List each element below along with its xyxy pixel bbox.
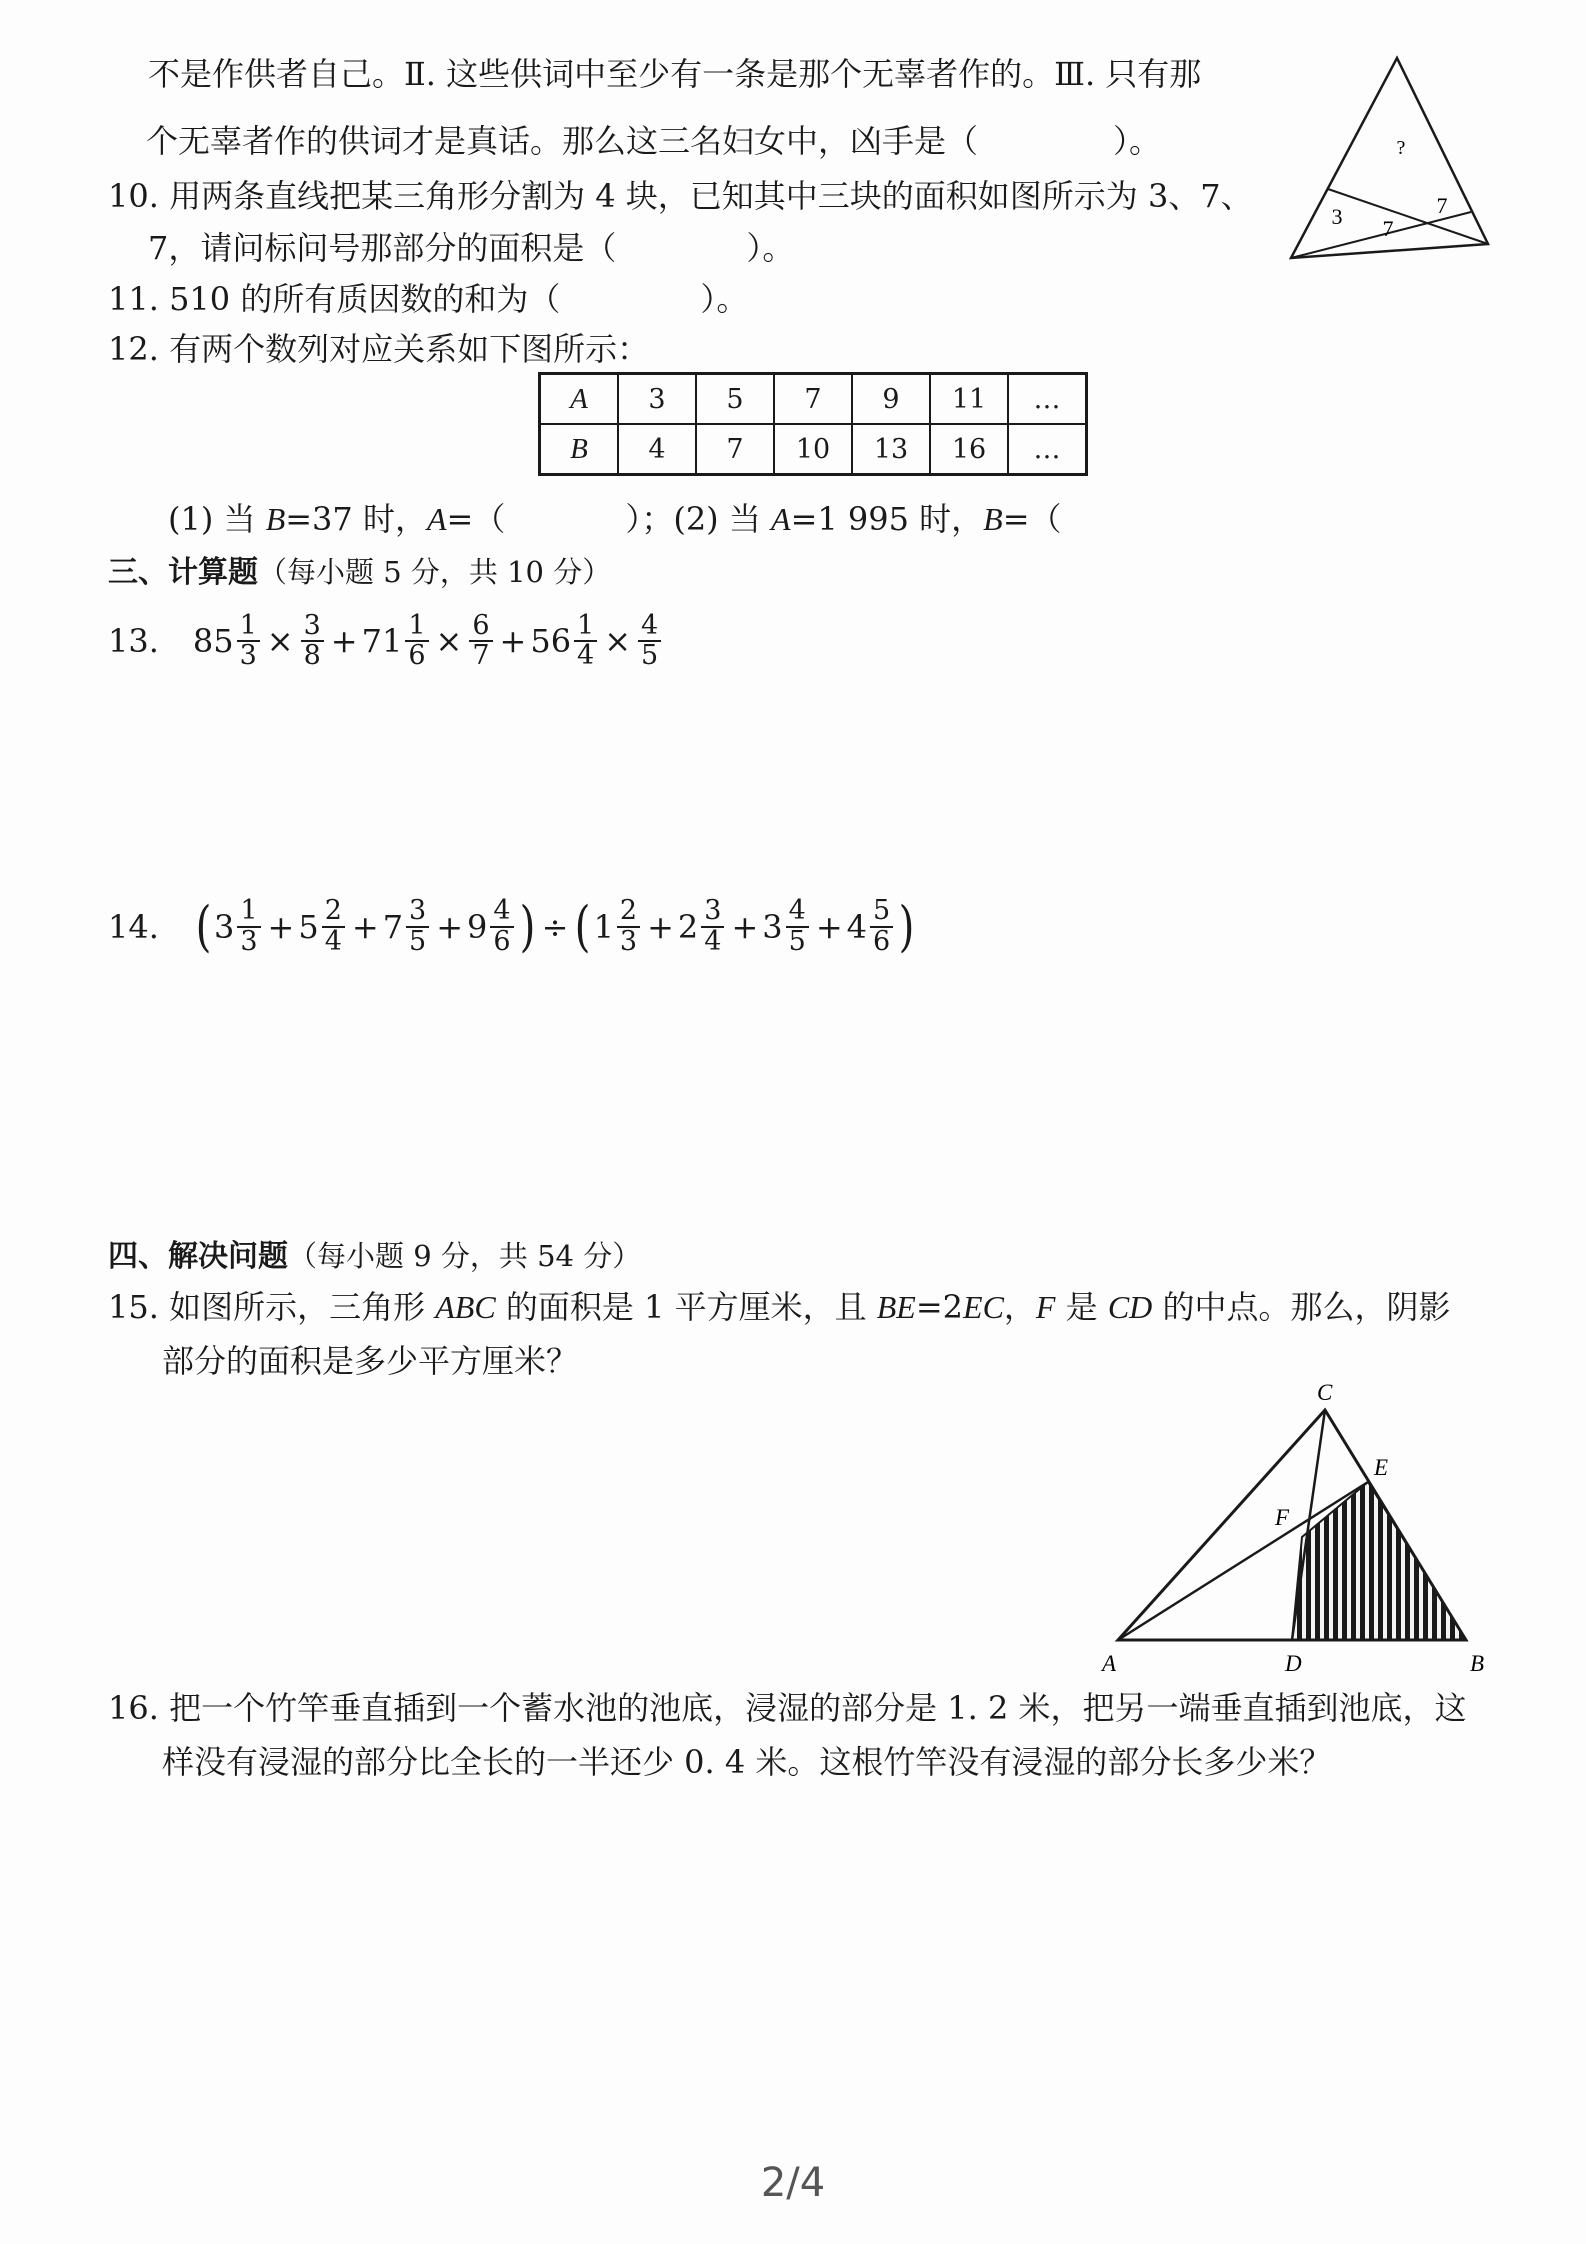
q16-text-line1: 16. 把一个竹竿垂直插到一个蓄水池的池底，浸湿的部分是 1. 2 米，把另一端垂直插到池底，这 <box>108 1689 1467 1727</box>
fraction <box>786 897 809 956</box>
q15-var-be: BE <box>876 1289 916 1325</box>
section-3-title: 三、计算题 <box>108 555 258 590</box>
fraction <box>405 612 428 671</box>
math-operator: + <box>351 907 379 946</box>
question-number: 13. <box>108 622 159 661</box>
q15-label-d: D <box>1285 1651 1302 1676</box>
q15-text-line2: 部分的面积是多少平方厘米？ <box>162 1342 579 1380</box>
table-cell: 11 <box>930 374 1008 425</box>
fraction-denominator: 5 <box>641 640 659 672</box>
q11-close: ）。 <box>700 280 749 318</box>
q11-text <box>108 280 749 318</box>
table-cell: 10 <box>774 424 852 475</box>
math-operator: ÷ <box>541 907 569 946</box>
table-row-b <box>540 424 1087 475</box>
table-cell: 7 <box>696 424 774 475</box>
math-operator: + <box>499 622 527 661</box>
table-cell: 4 <box>618 424 696 475</box>
mixed-whole: 85 <box>192 622 234 661</box>
table-row-header: A <box>540 374 619 425</box>
fraction-numerator: 1 <box>405 612 428 642</box>
q9-close: ）。 <box>1113 122 1162 160</box>
q9-text-line1: 不是作供者自己。Ⅱ. 这些供词中至少有一条是那个无辜者作的。Ⅲ. 只有那 <box>148 55 1202 93</box>
q15-part: =2 <box>915 1288 964 1326</box>
math-operator: × <box>604 622 632 661</box>
q9-text-line2 <box>146 122 1162 160</box>
q12-var-a2: A <box>771 501 791 537</box>
fraction-denominator: 4 <box>577 640 595 672</box>
fraction-numerator: 1 <box>237 612 260 642</box>
fraction-denominator: 6 <box>408 640 426 672</box>
mixed-whole: 5 <box>298 907 319 946</box>
fraction <box>870 897 893 956</box>
fraction-numerator: 4 <box>638 612 661 642</box>
q12-var-b: B <box>265 501 286 537</box>
fraction-numerator: 1 <box>574 612 597 642</box>
q10-prompt: 7，请问标问号那部分的面积是（ <box>148 229 617 267</box>
table-row-header: B <box>540 424 619 475</box>
table-cell: … <box>1008 374 1087 425</box>
q12-intro: 12. 有两个数列对应关系如下图所示： <box>108 330 650 368</box>
fraction <box>617 897 640 956</box>
q15-label-a: A <box>1102 1651 1117 1676</box>
q12-sub1-prefix: (1) 当 <box>168 500 266 538</box>
q10-label-left: 3 <box>1331 204 1343 229</box>
q15-label-f: F <box>1275 1505 1290 1530</box>
q15-part: ， <box>1003 1288 1036 1326</box>
q16-text-line2: 样没有浸湿的部分比全长的一半还少 0. 4 米。这根竹竿没有浸湿的部分长多少米？ <box>162 1743 1332 1781</box>
fraction-denominator: 6 <box>873 925 891 957</box>
right-paren: ) <box>898 895 915 958</box>
q12-sequence-table <box>538 372 1088 476</box>
fraction-numerator: 3 <box>406 897 429 927</box>
q15-var-abc: ABC <box>435 1289 496 1325</box>
q12-sub2-prefix: ）；(2) 当 <box>625 500 772 538</box>
table-row-a <box>540 374 1087 425</box>
table-cell: 9 <box>852 374 930 425</box>
fraction-denominator: 5 <box>788 925 806 957</box>
fraction <box>237 897 260 956</box>
fraction-denominator: 5 <box>409 925 427 957</box>
mixed-whole: 71 <box>361 622 403 661</box>
table-cell: 3 <box>618 374 696 425</box>
mixed-whole: 9 <box>467 907 488 946</box>
math-operator: + <box>267 907 295 946</box>
section-3-heading <box>108 555 612 590</box>
q15-part: 是 <box>1055 1288 1108 1326</box>
q13-expression <box>108 612 664 671</box>
q12-var-b2: B <box>983 501 1003 537</box>
fraction-denominator: 3 <box>240 925 258 957</box>
left-paren: ( <box>575 895 591 958</box>
fraction-numerator: 4 <box>490 897 513 927</box>
fraction-numerator: 2 <box>617 897 640 927</box>
table-cell: 7 <box>774 374 852 425</box>
fraction <box>701 897 724 956</box>
fraction <box>490 897 513 956</box>
q15-part: 的面积是 1 平方厘米，且 <box>495 1288 877 1326</box>
mixed-whole: 3 <box>762 907 783 946</box>
fraction-denominator: 6 <box>493 925 511 957</box>
left-paren: ( <box>195 895 212 958</box>
q15-shaded-region <box>1292 1482 1466 1640</box>
fraction-denominator: 8 <box>303 640 321 672</box>
math-operator: + <box>815 907 843 946</box>
table-cell: … <box>1008 424 1087 475</box>
q12-sub2-eq: =（ <box>1002 500 1062 538</box>
q15-var-ec: EC <box>963 1289 1004 1325</box>
q10-text-line2 <box>148 229 795 267</box>
math-operator: + <box>731 907 759 946</box>
section-4-note: （每小题 9 分，共 54 分） <box>288 1239 642 1273</box>
q15-text-line1 <box>108 1288 1451 1326</box>
fraction-denominator: 3 <box>239 640 257 672</box>
q10-triangle-figure <box>1285 50 1505 265</box>
fraction-denominator: 7 <box>472 640 490 672</box>
q12-var-a: A <box>426 501 447 537</box>
mixed-whole: 56 <box>530 622 572 661</box>
fraction <box>406 897 429 956</box>
q10-label-question: ? <box>1396 137 1406 159</box>
fraction <box>301 612 324 671</box>
q15-triangle-figure <box>1090 1375 1540 1680</box>
q10-close: ）。 <box>746 229 795 267</box>
q12-sub2-cond: =1 995 时， <box>790 500 984 538</box>
q15-part: 的中点。那么，阴影 <box>1152 1288 1451 1326</box>
q15-label-c: C <box>1317 1380 1333 1405</box>
fraction-numerator: 3 <box>301 612 324 642</box>
fraction <box>469 612 492 671</box>
fraction-denominator: 4 <box>324 925 342 957</box>
math-operator: + <box>647 907 674 946</box>
math-operator: + <box>330 622 358 661</box>
math-operator: + <box>436 907 464 946</box>
table-cell: 5 <box>696 374 774 425</box>
q15-part: 15. 如图所示，三角形 <box>108 1288 436 1326</box>
math-operator: × <box>266 622 294 661</box>
fraction-numerator: 4 <box>786 897 809 927</box>
fraction-numerator: 6 <box>469 612 492 642</box>
q10-text-line1: 10. 用两条直线把某三角形分割为 4 块，已知其中三块的面积如图所示为 3、7、 <box>108 177 1253 215</box>
q15-var-cd: CD <box>1107 1289 1153 1325</box>
q12-sub1-eq: =（ <box>446 500 506 538</box>
mixed-whole: 2 <box>677 907 699 946</box>
fraction <box>638 612 661 671</box>
page-number: 2/4 <box>760 2160 826 2206</box>
section-3-note: （每小题 5 分，共 10 分） <box>258 555 612 589</box>
mixed-whole: 3 <box>213 907 235 946</box>
fraction <box>574 612 597 671</box>
section-4-title: 四、解决问题 <box>108 1239 288 1274</box>
q9-prompt: 个无辜者作的供词才是真话。那么这三名妇女中，凶手是（ <box>146 122 979 160</box>
q10-label-bottom: 7 <box>1382 216 1394 241</box>
fraction <box>237 612 260 671</box>
q12-sub1-cond: =37 时， <box>285 500 427 538</box>
table-cell: 16 <box>930 424 1008 475</box>
q15-label-e: E <box>1374 1455 1389 1480</box>
right-paren: ) <box>519 895 536 958</box>
fraction-denominator: 4 <box>704 925 722 957</box>
q15-label-b: B <box>1470 1651 1485 1676</box>
q10-label-right: 7 <box>1436 193 1448 218</box>
fraction-numerator: 2 <box>322 897 345 927</box>
q11-prompt: 11. 510 的所有质因数的和为（ <box>108 280 561 318</box>
mixed-whole: 4 <box>846 907 867 946</box>
fraction-numerator: 3 <box>701 897 724 927</box>
fraction-numerator: 5 <box>870 897 893 927</box>
fraction <box>322 897 345 956</box>
q14-expression <box>108 895 917 958</box>
section-4-heading <box>108 1239 642 1274</box>
mixed-whole: 1 <box>593 907 614 946</box>
question-number: 14. <box>108 907 159 946</box>
math-operator: × <box>435 622 463 661</box>
table-cell: 13 <box>852 424 930 475</box>
mixed-whole: 7 <box>382 907 404 946</box>
fraction-numerator: 1 <box>237 897 260 927</box>
fraction-denominator: 3 <box>619 925 638 957</box>
q15-var-f: F <box>1035 1289 1056 1325</box>
q12-subquestions <box>168 500 1062 538</box>
